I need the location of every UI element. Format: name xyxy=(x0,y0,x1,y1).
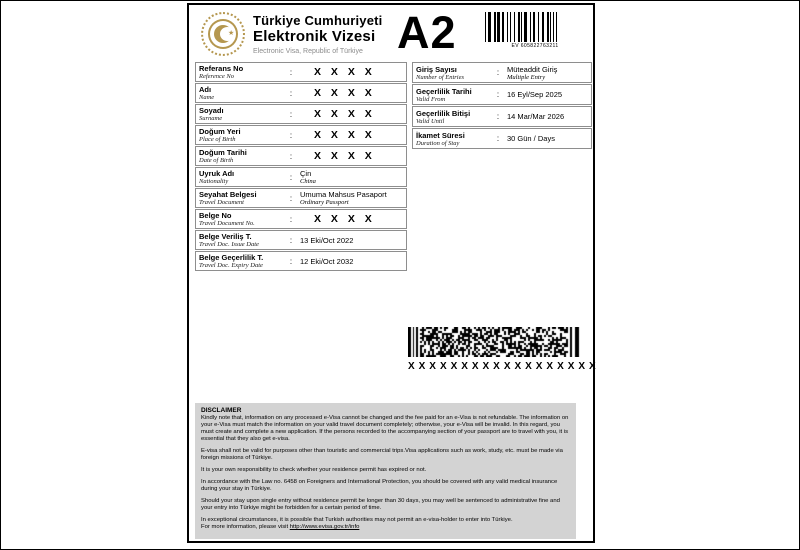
field-label-tr: Belge No xyxy=(199,211,232,220)
field-value xyxy=(295,190,403,206)
field-row xyxy=(195,167,407,187)
field-row xyxy=(412,106,592,127)
field-label-tr: Belge Veriliş T. xyxy=(199,232,252,241)
mrz-masked-text: X X X X X X X X X X X X X X X X X X xyxy=(408,361,597,372)
field-colon: : xyxy=(496,112,500,121)
field-label xyxy=(199,253,287,269)
field-value xyxy=(502,90,588,99)
code128-barcode xyxy=(485,12,585,42)
field-value xyxy=(502,65,588,81)
pdf417-block xyxy=(408,327,597,372)
field-value-text: X X X X xyxy=(314,150,376,162)
field-value-text: 12 Eki/Oct 2032 xyxy=(300,256,354,266)
field-value xyxy=(295,169,403,185)
field-colon: : xyxy=(289,130,293,140)
field-label-en: Travel Document No. xyxy=(199,220,255,227)
turkish-crescent-star-seal-icon: ★ xyxy=(201,12,245,56)
title-subtitle-en: Electronic Visa, Republic of Türkiye xyxy=(253,48,363,55)
field-label-tr: Doğum Yeri xyxy=(199,127,241,136)
field-value-text: X X X X xyxy=(314,213,376,225)
field-label-en: Date of Birth xyxy=(199,157,234,164)
field-label-en: Place of Birth xyxy=(199,136,236,143)
field-colon: : xyxy=(289,214,293,224)
field-row xyxy=(195,209,407,229)
field-label-tr: Soyadı xyxy=(199,106,224,115)
field-value xyxy=(295,150,403,162)
visa-fields-table xyxy=(412,62,592,150)
field-label-tr: Doğum Tarihi xyxy=(199,148,247,157)
field-value xyxy=(295,87,403,99)
top-barcode-block xyxy=(485,12,585,49)
field-label-en: Duration of Stay xyxy=(416,139,460,147)
field-value-text: X X X X xyxy=(314,108,376,120)
field-label-en: Travel Document xyxy=(199,199,244,206)
field-label-tr: Belge Geçerlilik T. xyxy=(199,253,264,262)
field-row xyxy=(195,146,407,166)
evisa-info-url[interactable]: http://www.evisa.gov.tr/info xyxy=(289,524,360,530)
title-line1: Türkiye Cumhuriyeti xyxy=(253,13,383,28)
disclaimer-paragraph: In exceptional circumstances, it is possible that Turkish authorities may not permit an e-visa-holder to enter into Türkiye. For more information, please visit http://www.evisa.gov.tr/info xyxy=(201,517,513,530)
field-label-en: Name xyxy=(199,94,215,101)
field-label-tr: Referans No xyxy=(199,64,244,73)
field-value-tr: Çin xyxy=(300,169,312,178)
field-value xyxy=(502,112,588,121)
disclaimer-paragraph: Kindly note that, information on any processed e-Visa cannot be changed and the fee paid for an e-Visa is not refundable. The information on your e-Visa must match the information on your valid travel document completely; otherwise, your e-Visa will be invalid. In this regard, you must create and complete a new application. If the persons recorded to the accompanying section of your passport are to travel with you, it is essential that they also get e-visa. xyxy=(201,415,569,442)
title-line2: Elektronik Vizesi xyxy=(253,28,376,45)
field-value xyxy=(295,66,403,78)
field-label xyxy=(199,64,287,80)
field-label xyxy=(199,169,287,185)
visa-type-code: A2 xyxy=(397,7,457,58)
disclaimer-paragraph: In accordance with the Law no. 6458 on Foreigners and International Protection, you should be covered with any valid medical insurance during your stay in Türkiye. xyxy=(201,479,558,492)
field-label xyxy=(199,211,287,227)
field-value-text: 16 Eyl/Sep 2025 xyxy=(507,90,563,99)
field-label-en: Number of Entries xyxy=(416,73,465,81)
field-value-text: 14 Mar/Mar 2026 xyxy=(507,112,565,121)
field-label xyxy=(199,85,287,101)
field-value-en: Multiple Entry xyxy=(507,73,546,81)
field-label xyxy=(199,190,287,206)
field-value-text: 13 Eki/Oct 2022 xyxy=(300,235,354,245)
barcode-number: EV 605822763211 xyxy=(511,43,559,49)
pdf417-2d-barcode xyxy=(408,327,580,357)
field-label xyxy=(199,148,287,164)
field-row xyxy=(195,62,407,82)
field-row xyxy=(412,62,592,83)
field-label-en: Nationality xyxy=(199,178,229,185)
field-value xyxy=(295,257,403,266)
field-colon: : xyxy=(289,172,293,182)
field-value-text: X X X X xyxy=(314,87,376,99)
field-colon: : xyxy=(289,151,293,161)
field-label-en: Travel Doc. Expiry Date xyxy=(199,262,263,269)
field-row xyxy=(412,128,592,149)
field-label-tr: Uyruk Adı xyxy=(199,169,235,178)
field-label-en: Reference No xyxy=(199,73,234,80)
field-row xyxy=(195,188,407,208)
field-colon: : xyxy=(496,134,500,143)
field-label xyxy=(416,131,494,147)
field-label-en: Travel Doc. Issue Date xyxy=(199,241,259,248)
field-colon: : xyxy=(289,88,293,98)
field-value-tr: Umuma Mahsus Pasaport xyxy=(300,190,387,199)
field-label-tr: Adı xyxy=(199,85,212,94)
field-label-en: Valid From xyxy=(416,95,446,103)
field-value-text: 30 Gün / Days xyxy=(507,134,555,143)
field-value-text: X X X X xyxy=(314,129,376,141)
document-title xyxy=(253,13,398,55)
field-row xyxy=(412,84,592,105)
field-label xyxy=(199,127,287,143)
field-row xyxy=(195,125,407,145)
field-label-tr: Geçerlilik Bitişi xyxy=(416,108,471,118)
field-colon: : xyxy=(496,90,500,99)
field-value-en: China xyxy=(300,178,316,185)
field-label xyxy=(416,87,494,103)
field-value-text: X X X X xyxy=(314,66,376,78)
field-colon: : xyxy=(289,67,293,77)
disclaimer-paragraph: It is your own responsibility to check whether your residence permit has expired or not. xyxy=(201,467,427,473)
field-colon: : xyxy=(289,235,293,245)
field-value xyxy=(295,129,403,141)
field-label xyxy=(416,65,494,81)
field-row xyxy=(195,230,407,250)
field-label-en: Valid Until xyxy=(416,117,445,125)
field-row xyxy=(195,104,407,124)
field-value-en: Ordinary Passport xyxy=(300,199,349,206)
evisa-document xyxy=(187,3,595,543)
field-value xyxy=(295,236,403,245)
disclaimer-heading: DISCLAIMER xyxy=(201,407,242,414)
field-label-tr: Geçerlilik Tarihi xyxy=(416,86,472,96)
field-label-tr: İkamet Süresi xyxy=(416,130,465,140)
field-label-en: Surname xyxy=(199,115,223,122)
disclaimer-paragraph: Should your stay upon single entry without residence permit be longer than 30 days, you may well be sentenced to administrative fine and your entry into Türkiye might be forbidden for a certain period of time. xyxy=(201,498,560,511)
field-value xyxy=(295,213,403,225)
field-row xyxy=(195,251,407,271)
field-value-tr: Müteaddit Giriş xyxy=(507,64,558,74)
field-label xyxy=(199,106,287,122)
disclaimer-paragraph: E-visa shall not be valid for purposes other than touristic and commercial trips.Visa applications such as work, study, etc. must be made via foreign missions of Türkiye. xyxy=(201,448,563,461)
field-label xyxy=(199,232,287,248)
field-colon: : xyxy=(289,256,293,266)
field-label-tr: Seyahat Belgesi xyxy=(199,190,257,199)
field-label xyxy=(416,109,494,125)
personal-fields-table xyxy=(195,62,407,272)
field-row xyxy=(195,83,407,103)
disclaimer-box xyxy=(195,403,576,539)
field-colon: : xyxy=(289,193,293,203)
field-colon: : xyxy=(289,109,293,119)
disclaimer-paragraphs xyxy=(201,415,570,531)
field-value xyxy=(502,134,588,143)
field-label-tr: Giriş Sayısı xyxy=(416,64,457,74)
field-value xyxy=(295,108,403,120)
field-colon: : xyxy=(496,68,500,77)
